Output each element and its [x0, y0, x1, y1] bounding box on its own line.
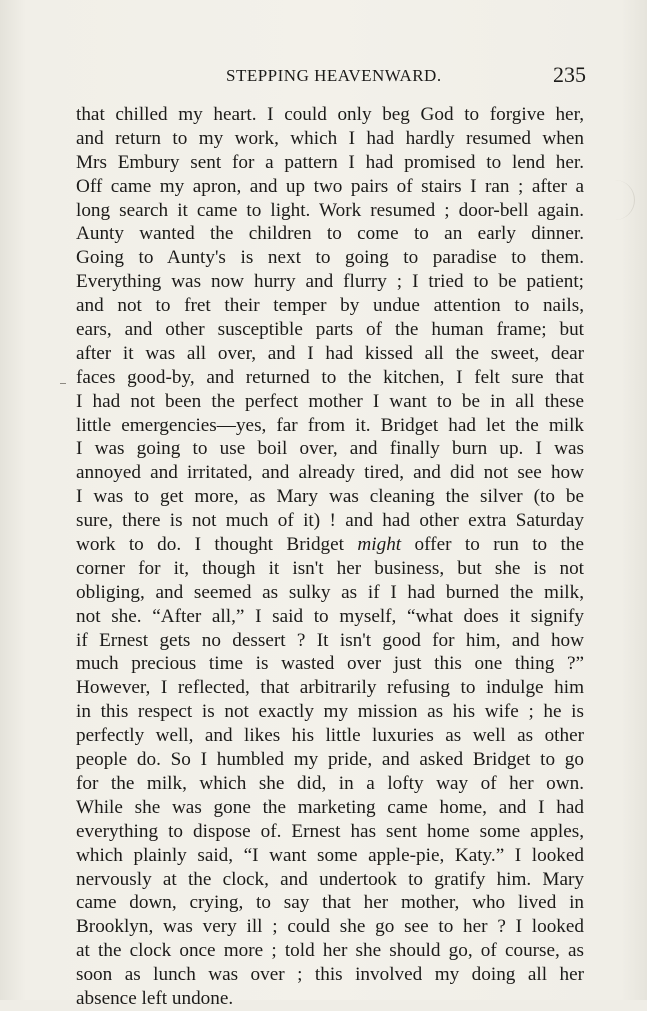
- text-line: little emergencies—yes, far from it. Bridget had let the milk: [76, 414, 584, 436]
- margin-mark: [60, 383, 66, 384]
- page-number: 235: [553, 62, 586, 87]
- text-line: and not to fret their temper by undue attention to nails,: [76, 295, 584, 317]
- text-line: Going to Aunty's is next to going to paradise to them.: [76, 247, 584, 269]
- text-line: ears, and other susceptible parts of the human frame; but: [76, 319, 584, 341]
- text-line: soon as lunch was over ; this involved my doing all her: [76, 964, 584, 986]
- text-line: for the milk, which she did, in a lofty way of her own.: [76, 772, 584, 794]
- text-line: nervously at the clock, and undertook to gratify him. Mary: [76, 868, 584, 890]
- text-line: not she. “After all,” I said to myself, “what does it signify: [76, 605, 584, 627]
- text-line: everything to dispose of. Ernest has sent home some apples,: [76, 820, 584, 842]
- text-line: annoyed and irritated, and already tired, and did not see how: [76, 462, 584, 484]
- text-line: faces good-by, and returned to the kitchen, I felt sure that: [76, 366, 584, 388]
- text-line: While she was gone the marketing came home, and I had: [76, 796, 584, 818]
- page-curl-mark: [604, 180, 635, 220]
- text-line: Off came my apron, and up two pairs of stairs I ran ; after a: [76, 175, 584, 197]
- text-line: after it was all over, and I had kissed all the sweet, dear: [76, 342, 584, 364]
- text-line: in this respect is not exactly my mission as his wife ; he is: [76, 701, 584, 723]
- running-head: [76, 62, 586, 92]
- text-line: Brooklyn, was very ill ; could she go see to her ? I looked: [76, 916, 584, 938]
- text-line: if Ernest gets no dessert ? It isn't good for him, and how: [76, 629, 584, 651]
- text-line: that chilled my heart. I could only beg God to forgive her,: [76, 104, 584, 125]
- text-segment: work to do. I thought Bridget: [76, 534, 358, 556]
- text-line: Everything was now hurry and flurry ; I tried to be patient;: [76, 271, 584, 293]
- text-line: came down, crying, to say that her mother, who lived in: [76, 892, 584, 914]
- text-line: I had not been the perfect mother I want to be in all these: [76, 390, 584, 412]
- text-line: people do. So I humbled my pride, and asked Bridget to go: [76, 749, 584, 771]
- text-segment: offer to run to the: [401, 534, 584, 556]
- text-line: I was to get more, as Mary was cleaning the silver (to be: [76, 486, 584, 508]
- text-line-final: absence left undone.: [76, 987, 234, 1009]
- text-line-with-italic: [76, 533, 584, 557]
- text-line: much precious time is wasted over just this one thing ?”: [76, 653, 584, 675]
- body-text: [76, 103, 584, 1011]
- text-line: which plainly said, “I want some apple-pie, Katy.” I looked: [76, 844, 584, 866]
- text-line: I was going to use boil over, and finally burn up. I was: [76, 438, 584, 460]
- text-line: corner for it, though it isn't her business, but she is not: [76, 557, 584, 579]
- text-line: Mrs Embury sent for a pattern I had promised to lend her.: [76, 151, 584, 173]
- text-line: However, I reflected, that arbitrarily refusing to indulge him: [76, 677, 584, 699]
- text-line: perfectly well, and likes his little luxuries as well as other: [76, 725, 584, 747]
- text-line: at the clock once more ; told her she should go, of course, as: [76, 940, 584, 962]
- running-title: STEPPING HEAVENWARD.: [226, 66, 442, 85]
- text-line: long search it came to light. Work resumed ; door-bell again.: [76, 199, 584, 221]
- text-line: obliging, and seemed as sulky as if I had burned the milk,: [76, 581, 584, 603]
- text-line: and return to my work, which I had hardly resumed when: [76, 127, 584, 149]
- italic-word: might: [357, 534, 402, 556]
- text-line: sure, there is not much of it) ! and had other extra Saturday: [76, 510, 584, 532]
- text-line: Aunty wanted the children to come to an early dinner.: [76, 223, 584, 245]
